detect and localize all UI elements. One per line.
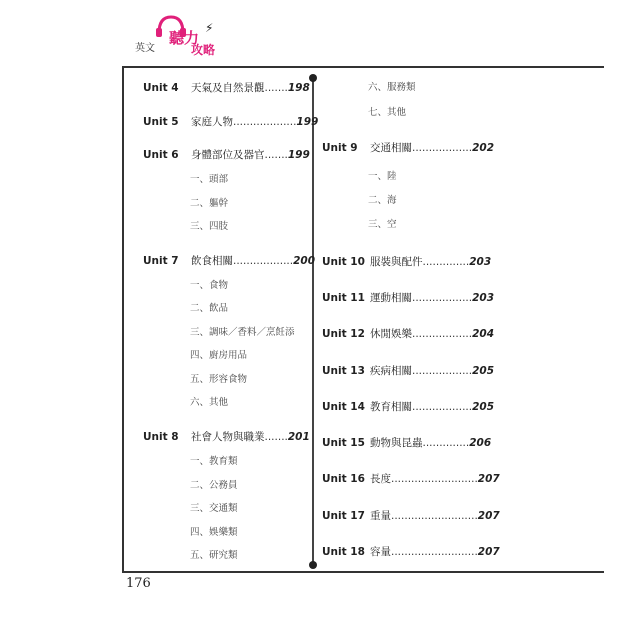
unit-title: 天氣及自然景觀 [191,82,265,94]
page-ref: 205 [472,401,494,413]
unit-title: 家庭人物 [191,116,233,128]
leader-dots: ....... [264,431,288,443]
leader-dots: .................. [412,292,473,304]
unit-title: 飲食相關 [191,255,233,267]
logo-prefix: 英文 [135,43,155,54]
leader-dots: .................. [412,401,473,413]
divider-bottom-dot [309,561,317,569]
leader-dots: ................... [233,116,297,128]
toc-entry-unit17[interactable] [322,508,500,523]
unit-title: 交通相關 [370,142,412,154]
page-ref: 207 [477,510,500,522]
unit-title: 動物與昆蟲 [370,437,423,449]
unit-title: 疾病相關 [370,365,412,377]
page-ref: 203 [469,256,492,268]
sub-item: 二、飲品 [190,303,229,314]
leader-dots: .......................... [391,473,478,485]
sub-item: 四、娛樂類 [190,527,238,538]
leader-dots: .................. [412,328,473,340]
page-ref: 207 [477,473,500,485]
unit-number: Unit 17 [322,510,365,522]
leader-dots: .............. [422,437,470,449]
leader-dots: .......................... [391,510,478,522]
sub-item: 一、頭部 [190,174,229,185]
page-number: 176 [126,576,151,591]
unit-number: Unit 11 [322,292,365,304]
toc-entry-unit4[interactable] [143,80,310,95]
page-ref: 206 [469,437,492,449]
toc-entry-unit15[interactable] [322,435,491,450]
page-ref: 198 [287,82,310,94]
toc-entry-unit13[interactable] [322,363,494,378]
sub-item: 六、服務類 [368,82,416,93]
unit-number: Unit 14 [322,401,365,413]
page-ref: 199 [287,149,310,161]
toc-entry-unit11[interactable] [322,290,494,305]
sub-item: 七、其他 [368,107,407,118]
toc-entry-unit12[interactable] [322,326,494,341]
sub-item: 五、形容食物 [190,374,248,385]
unit-title: 容量 [370,546,391,558]
unit-number: Unit 16 [322,473,365,485]
leader-dots: .................. [412,365,473,377]
unit-number: Unit 13 [322,365,365,377]
sub-item: 二、軀幹 [190,198,229,209]
sub-item: 五、研究類 [190,550,238,561]
leader-dots: .............. [422,256,470,268]
sub-item: 一、陸 [368,171,397,182]
unit-title: 運動相關 [370,292,412,304]
book-series-logo [133,15,243,63]
toc-entry-unit6[interactable] [143,147,310,162]
page-ref: 199 [296,116,319,128]
sub-item: 一、食物 [190,280,229,291]
toc-entry-unit16[interactable] [322,471,500,486]
unit-number: Unit 6 [143,149,179,161]
toc-entry-unit18[interactable] [322,544,500,559]
logo-subtitle: 攻略 [191,43,216,57]
lightning-icon: ⚡ [205,21,214,35]
page-ref: 207 [477,546,500,558]
sub-item: 四、廚房用品 [190,350,248,361]
page-ref: 204 [472,328,494,340]
unit-title: 休閒娛樂 [370,328,412,340]
unit-title: 教育相關 [370,401,412,413]
page-ref: 203 [472,292,494,304]
page-ref: 200 [293,255,315,267]
toc-entry-unit5[interactable] [143,114,318,129]
logo-title: 聽力 [169,29,200,47]
unit-number: Unit 15 [322,437,365,449]
leader-dots: ....... [264,149,288,161]
unit-number: Unit 4 [143,82,179,94]
unit-number: Unit 10 [322,256,365,268]
unit-title: 重量 [370,510,391,522]
leader-dots: .................. [412,142,473,154]
unit-number: Unit 18 [322,546,365,558]
sub-item: 三、調味／香料／烹飪添 [190,327,295,338]
toc-entry-unit7[interactable] [143,253,315,268]
unit-title: 身體部位及器官 [191,149,265,161]
leader-dots: .................. [233,255,294,267]
toc-entry-unit10[interactable] [322,254,491,269]
sub-item: 二、海 [368,195,397,206]
sub-item: 六、其他 [190,397,229,408]
sub-item: 三、空 [368,219,397,230]
leader-dots: ....... [264,82,288,94]
page-ref: 205 [472,365,494,377]
page-ref: 202 [472,142,494,154]
unit-number: Unit 12 [322,328,365,340]
sub-item: 三、四肢 [190,221,229,232]
unit-number: Unit 8 [143,431,179,443]
toc-entry-unit8[interactable] [143,429,310,444]
page-ref: 201 [287,431,310,443]
unit-number: Unit 7 [143,255,179,267]
unit-number: Unit 9 [322,142,358,154]
leader-dots: .......................... [391,546,478,558]
toc-entry-unit9[interactable] [322,140,494,155]
column-divider [312,78,314,565]
sub-item: 二、公務員 [190,480,238,491]
sub-item: 一、教育類 [190,456,238,467]
toc-entry-unit14[interactable] [322,399,494,414]
sub-item: 三、交通類 [190,503,238,514]
unit-number: Unit 5 [143,116,179,128]
unit-title: 服裝與配件 [370,256,423,268]
unit-title: 社會人物與職業 [191,431,265,443]
unit-title: 長度 [370,473,391,485]
divider-top-dot [309,74,317,82]
